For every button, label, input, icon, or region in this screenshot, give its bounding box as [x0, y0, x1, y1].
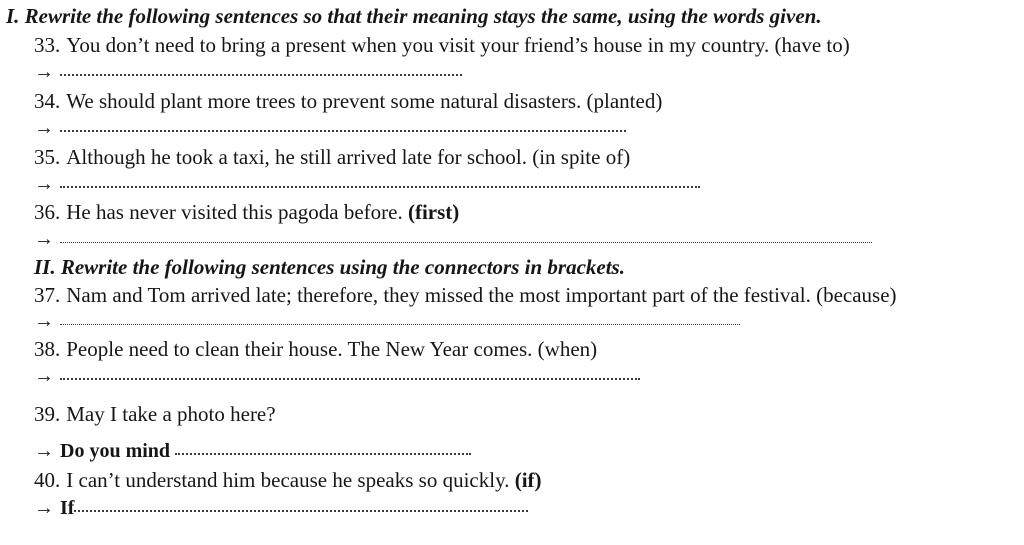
- question-34: [34, 89, 662, 113]
- question-text: May I take a photo here?: [66, 402, 276, 426]
- answer-blank[interactable]: [60, 240, 872, 243]
- question-number: 34.: [34, 89, 61, 113]
- answer-blank[interactable]: [60, 128, 626, 132]
- answer-blank[interactable]: [60, 376, 640, 380]
- question-hint: (have to): [774, 33, 850, 57]
- answer-blank[interactable]: [60, 322, 740, 325]
- answer-line-34: [34, 116, 626, 140]
- question-number: 37.: [34, 283, 61, 307]
- answer-line-33: [34, 60, 462, 84]
- answer-blank[interactable]: [60, 72, 462, 76]
- section-1-heading: I. Rewrite the following sentences so that their meaning stays the same, using the words given.: [6, 4, 822, 28]
- question-38: [34, 337, 597, 361]
- arrow-icon: →: [34, 310, 54, 332]
- arrow-icon: →: [34, 228, 54, 250]
- question-36: [34, 200, 459, 224]
- question-number: 38.: [34, 337, 61, 361]
- question-text: People need to clean their house. The New Year comes.: [66, 337, 533, 361]
- question-hint: (when): [537, 337, 598, 361]
- answer-line-37: [34, 309, 740, 333]
- answer-line-36: [34, 227, 872, 251]
- question-37: [34, 283, 897, 307]
- question-hint: (in spite of): [532, 145, 631, 169]
- answer-lead: Do you mind: [60, 440, 171, 462]
- answer-blank[interactable]: [175, 451, 471, 455]
- answer-line-40: [34, 496, 528, 520]
- question-text: We should plant more trees to prevent some natural disasters.: [66, 89, 582, 113]
- question-text: Nam and Tom arrived late; therefore, they missed the most important part of the festival.: [66, 283, 811, 307]
- question-text: Although he took a taxi, he still arrived late for school.: [66, 145, 527, 169]
- answer-blank[interactable]: [74, 508, 528, 512]
- question-33: [34, 33, 850, 57]
- answer-line-35: [34, 172, 700, 196]
- arrow-icon: →: [34, 61, 54, 83]
- question-hint: (if): [514, 468, 542, 492]
- answer-line-38: [34, 364, 640, 388]
- arrow-icon: →: [34, 117, 54, 139]
- question-text: You don’t need to bring a present when you visit your friend’s house in my country.: [66, 33, 770, 57]
- question-number: 35.: [34, 145, 61, 169]
- section-2-heading: II. Rewrite the following sentences using the connectors in brackets.: [34, 255, 625, 279]
- answer-lead: If: [60, 497, 75, 519]
- question-number: 40.: [34, 468, 61, 492]
- question-hint: (because): [816, 283, 897, 307]
- arrow-icon: →: [34, 497, 54, 519]
- question-hint: (planted): [586, 89, 663, 113]
- answer-blank[interactable]: [60, 184, 700, 188]
- question-39: [34, 402, 276, 426]
- question-number: 33.: [34, 33, 61, 57]
- answer-line-39: [34, 439, 471, 463]
- question-number: 36.: [34, 200, 61, 224]
- question-text: I can’t understand him because he speaks so quickly.: [66, 468, 510, 492]
- question-35: [34, 145, 630, 169]
- question-40: [34, 468, 542, 492]
- arrow-icon: →: [34, 173, 54, 195]
- question-number: 39.: [34, 402, 61, 426]
- question-hint: (first): [407, 200, 460, 224]
- arrow-icon: →: [34, 440, 54, 462]
- arrow-icon: →: [34, 365, 54, 387]
- question-text: He has never visited this pagoda before.: [66, 200, 403, 224]
